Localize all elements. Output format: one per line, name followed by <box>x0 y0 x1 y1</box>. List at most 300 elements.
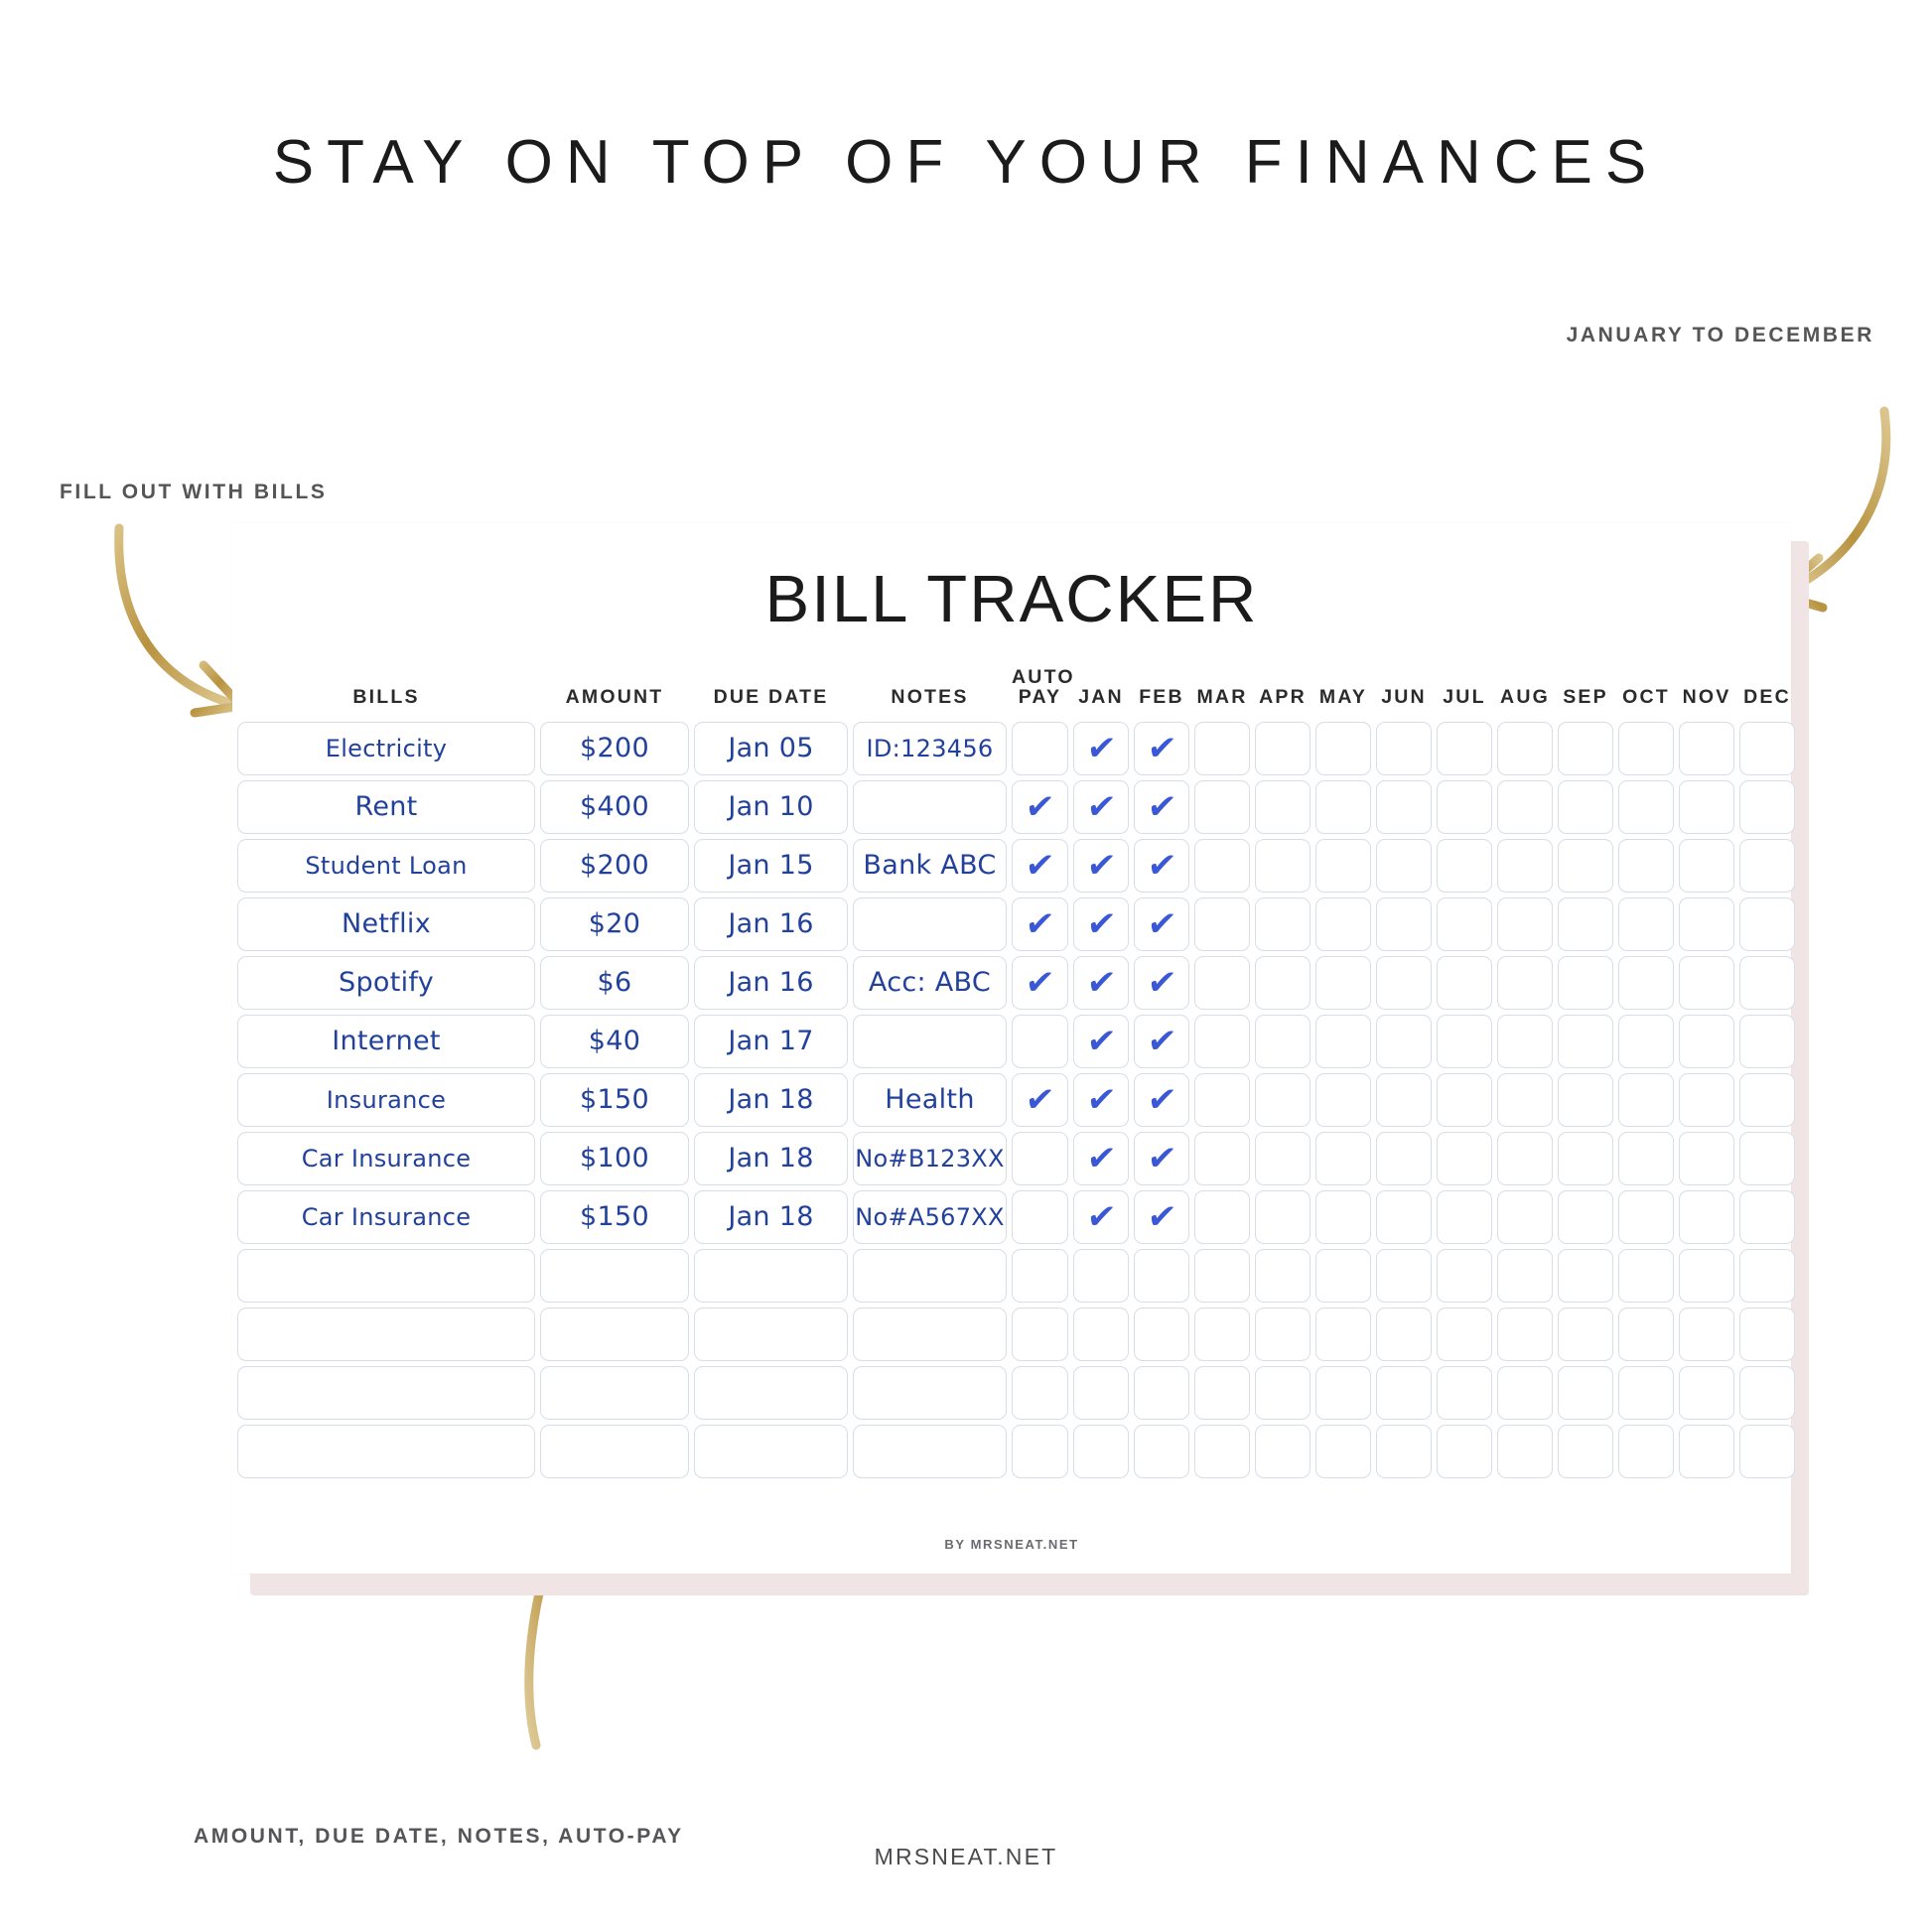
annotation-january-to-december: JANUARY TO DECEMBER <box>1566 324 1874 346</box>
cell-month-sep[interactable] <box>1558 780 1613 834</box>
col-header-month-nov: NOV <box>1682 686 1731 709</box>
cell-due-date[interactable] <box>694 1015 848 1068</box>
cell-month-jul[interactable] <box>1437 1073 1492 1127</box>
cell-month-jun[interactable] <box>1376 1425 1432 1478</box>
cell-month-sep[interactable] <box>1558 1190 1613 1244</box>
col-header-amount: AMOUNT <box>565 686 664 709</box>
cell-due-date[interactable] <box>694 839 848 893</box>
cell-due-date[interactable] <box>694 1308 848 1361</box>
cell-month-may[interactable] <box>1315 1308 1371 1361</box>
col-header-month-jan: JAN <box>1078 686 1124 709</box>
cell-bill[interactable] <box>237 1308 535 1361</box>
cell-month-jul[interactable] <box>1437 1249 1492 1303</box>
cell-bill-value: Rent <box>354 791 418 823</box>
cell-notes[interactable] <box>853 1073 1007 1127</box>
col-header-month-jun: JUN <box>1381 686 1427 709</box>
cell-amount[interactable] <box>540 839 689 893</box>
auto-pay-line1: AUTO <box>1012 666 1075 688</box>
cell-amount-value: $40 <box>588 1026 641 1057</box>
cell-notes[interactable] <box>853 1015 1007 1068</box>
cell-month-jul[interactable] <box>1437 1190 1492 1244</box>
sheet-title: BILL TRACKER <box>764 562 1259 636</box>
cell-amount[interactable] <box>540 722 689 775</box>
cell-month-feb[interactable] <box>1134 1249 1189 1303</box>
cell-month-oct[interactable] <box>1618 1249 1674 1303</box>
cell-amount[interactable] <box>540 1425 689 1478</box>
cell-month-may[interactable] <box>1315 839 1371 893</box>
table-row <box>237 956 1795 1010</box>
annotation-fill-out-with-bills: FILL OUT WITH BILLS <box>60 481 328 503</box>
cell-month-aug[interactable] <box>1497 1190 1553 1244</box>
check-icon: ✔ <box>1145 903 1178 944</box>
cell-month-jan[interactable] <box>1073 722 1129 775</box>
col-header-month-jul: JUL <box>1443 686 1486 709</box>
cell-month-sep[interactable] <box>1558 1308 1613 1361</box>
cell-month-apr[interactable] <box>1255 1425 1311 1478</box>
cell-month-apr[interactable] <box>1255 897 1311 951</box>
cell-month-oct[interactable] <box>1618 897 1674 951</box>
cell-month-jul[interactable] <box>1437 1015 1492 1068</box>
cell-amount-value: $20 <box>588 908 641 940</box>
auto-pay-line2: PAY <box>1018 686 1062 709</box>
cell-month-oct[interactable] <box>1618 1132 1674 1185</box>
cell-notes[interactable] <box>853 1249 1007 1303</box>
table-header <box>237 667 1795 717</box>
cell-due-date-value: Jan 18 <box>728 1201 814 1233</box>
cell-month-dec[interactable] <box>1739 1308 1795 1361</box>
cell-month-oct[interactable] <box>1618 1073 1674 1127</box>
cell-month-jun[interactable] <box>1376 1190 1432 1244</box>
col-header-auto-pay <box>1012 666 1075 717</box>
cell-month-oct[interactable] <box>1618 1015 1674 1068</box>
cell-bill-value: Student Loan <box>305 851 468 880</box>
cell-month-may[interactable] <box>1315 722 1371 775</box>
cell-due-date-value: Jan 18 <box>728 1143 814 1174</box>
cell-month-apr[interactable] <box>1255 1190 1311 1244</box>
cell-month-aug[interactable] <box>1497 1073 1553 1127</box>
cell-month-jan[interactable] <box>1073 1015 1129 1068</box>
cell-month-feb[interactable] <box>1134 1366 1189 1420</box>
cell-month-oct[interactable] <box>1618 780 1674 834</box>
cell-month-apr[interactable] <box>1255 1073 1311 1127</box>
cell-month-jan[interactable] <box>1073 1249 1129 1303</box>
cell-month-nov[interactable] <box>1679 1425 1734 1478</box>
cell-bill[interactable] <box>237 956 535 1010</box>
cell-amount[interactable] <box>540 1190 689 1244</box>
cell-month-nov[interactable] <box>1679 722 1734 775</box>
cell-bill-value: Spotify <box>339 967 434 999</box>
cell-bill[interactable] <box>237 1132 535 1185</box>
cell-bill-value: Internet <box>332 1026 441 1057</box>
cell-due-date[interactable] <box>694 1132 848 1185</box>
cell-notes[interactable] <box>853 1425 1007 1478</box>
cell-bill-value: Electricity <box>325 734 448 762</box>
cell-due-date-value: Jan 05 <box>728 733 814 764</box>
cell-due-date[interactable] <box>694 1073 848 1127</box>
cell-month-jun[interactable] <box>1376 1015 1432 1068</box>
cell-amount[interactable] <box>540 956 689 1010</box>
cell-month-aug[interactable] <box>1497 1015 1553 1068</box>
cell-month-apr[interactable] <box>1255 1366 1311 1420</box>
cell-month-nov[interactable] <box>1679 1308 1734 1361</box>
cell-month-oct[interactable] <box>1618 956 1674 1010</box>
cell-month-may[interactable] <box>1315 897 1371 951</box>
cell-month-mar[interactable] <box>1194 839 1250 893</box>
bill-tracker-table-wrap <box>232 662 1791 1483</box>
annotation-amount-due-date-notes-autopay: AMOUNT, DUE DATE, NOTES, AUTO-PAY <box>194 1825 684 1848</box>
check-icon: ✔ <box>1084 845 1118 886</box>
cell-month-apr[interactable] <box>1255 1308 1311 1361</box>
cell-month-nov[interactable] <box>1679 1249 1734 1303</box>
check-icon: ✔ <box>1023 845 1057 886</box>
check-icon: ✔ <box>1023 786 1057 827</box>
table-row <box>237 1073 1795 1127</box>
cell-auto-pay[interactable] <box>1012 839 1068 893</box>
cell-amount[interactable] <box>540 1015 689 1068</box>
cell-month-nov[interactable] <box>1679 1366 1734 1420</box>
cell-month-nov[interactable] <box>1679 1132 1734 1185</box>
cell-month-jan[interactable] <box>1073 780 1129 834</box>
cell-month-jan[interactable] <box>1073 956 1129 1010</box>
cell-month-apr[interactable] <box>1255 1249 1311 1303</box>
col-header-month-mar: MAR <box>1196 686 1248 709</box>
cell-month-jan[interactable] <box>1073 1308 1129 1361</box>
cell-auto-pay[interactable] <box>1012 1366 1068 1420</box>
check-icon: ✔ <box>1023 903 1057 944</box>
cell-month-mar[interactable] <box>1194 1073 1250 1127</box>
cell-month-dec[interactable] <box>1739 956 1795 1010</box>
cell-month-may[interactable] <box>1315 780 1371 834</box>
cell-month-mar[interactable] <box>1194 722 1250 775</box>
cell-month-sep[interactable] <box>1558 897 1613 951</box>
col-header-month-aug: AUG <box>1500 686 1550 709</box>
cell-month-jul[interactable] <box>1437 839 1492 893</box>
cell-month-dec[interactable] <box>1739 780 1795 834</box>
cell-month-dec[interactable] <box>1739 1366 1795 1420</box>
cell-month-jan[interactable] <box>1073 1425 1129 1478</box>
table-row <box>237 1249 1795 1303</box>
cell-amount[interactable] <box>540 897 689 951</box>
cell-amount-value: $100 <box>580 1143 649 1174</box>
cell-month-mar[interactable] <box>1194 1190 1250 1244</box>
cell-amount[interactable] <box>540 1132 689 1185</box>
cell-month-aug[interactable] <box>1497 722 1553 775</box>
cell-month-jun[interactable] <box>1376 897 1432 951</box>
cell-amount[interactable] <box>540 1249 689 1303</box>
cell-month-jun[interactable] <box>1376 1366 1432 1420</box>
cell-notes[interactable] <box>853 780 1007 834</box>
check-icon: ✔ <box>1145 1196 1178 1237</box>
cell-auto-pay[interactable] <box>1012 1308 1068 1361</box>
check-icon: ✔ <box>1084 1021 1118 1061</box>
cell-bill[interactable] <box>237 1190 535 1244</box>
cell-notes[interactable] <box>853 722 1007 775</box>
cell-month-oct[interactable] <box>1618 1366 1674 1420</box>
cell-bill-value: Car Insurance <box>301 1144 472 1173</box>
cell-month-nov[interactable] <box>1679 1190 1734 1244</box>
cell-month-jun[interactable] <box>1376 1249 1432 1303</box>
cell-month-sep[interactable] <box>1558 722 1613 775</box>
cell-auto-pay[interactable] <box>1012 1015 1068 1068</box>
cell-month-may[interactable] <box>1315 1425 1371 1478</box>
cell-amount[interactable] <box>540 1366 689 1420</box>
cell-month-sep[interactable] <box>1558 1015 1613 1068</box>
cell-month-aug[interactable] <box>1497 1132 1553 1185</box>
cell-bill[interactable] <box>237 780 535 834</box>
cell-due-date-value: Jan 18 <box>728 1084 814 1116</box>
cell-due-date[interactable] <box>694 1249 848 1303</box>
col-header-month-dec: DEC <box>1743 686 1791 709</box>
cell-bill-value: Netflix <box>342 908 431 940</box>
cell-month-may[interactable] <box>1315 1132 1371 1185</box>
cell-month-mar[interactable] <box>1194 1249 1250 1303</box>
cell-month-feb[interactable] <box>1134 956 1189 1010</box>
cell-month-jun[interactable] <box>1376 956 1432 1010</box>
cell-month-jul[interactable] <box>1437 1132 1492 1185</box>
table-row <box>237 839 1795 893</box>
cell-month-aug[interactable] <box>1497 1366 1553 1420</box>
cell-month-mar[interactable] <box>1194 1425 1250 1478</box>
page-title: STAY ON TOP OF YOUR FINANCES <box>272 128 1660 197</box>
cell-month-apr[interactable] <box>1255 1015 1311 1068</box>
cell-auto-pay[interactable] <box>1012 956 1068 1010</box>
cell-month-dec[interactable] <box>1739 1132 1795 1185</box>
cell-due-date-value: Jan 10 <box>728 791 814 823</box>
cell-auto-pay[interactable] <box>1012 1073 1068 1127</box>
cell-month-feb[interactable] <box>1134 1425 1189 1478</box>
cell-month-mar[interactable] <box>1194 956 1250 1010</box>
cell-month-sep[interactable] <box>1558 956 1613 1010</box>
cell-month-apr[interactable] <box>1255 956 1311 1010</box>
cell-month-feb[interactable] <box>1134 1015 1189 1068</box>
cell-notes-value: Acc: ABC <box>868 967 992 999</box>
cell-month-apr[interactable] <box>1255 780 1311 834</box>
page-footer: MRSNEAT.NET <box>874 1844 1058 1869</box>
cell-month-apr[interactable] <box>1255 1132 1311 1185</box>
cell-month-oct[interactable] <box>1618 839 1674 893</box>
cell-bill[interactable] <box>237 1073 535 1127</box>
sheet-byline: BY MRSNEAT.NET <box>944 1537 1079 1552</box>
cell-month-aug[interactable] <box>1497 956 1553 1010</box>
cell-month-sep[interactable] <box>1558 1366 1613 1420</box>
cell-due-date[interactable] <box>694 1190 848 1244</box>
cell-due-date[interactable] <box>694 956 848 1010</box>
cell-month-nov[interactable] <box>1679 897 1734 951</box>
cell-month-sep[interactable] <box>1558 839 1613 893</box>
cell-auto-pay[interactable] <box>1012 780 1068 834</box>
table-row <box>237 897 1795 951</box>
col-header-month-sep: SEP <box>1563 686 1608 709</box>
cell-month-dec[interactable] <box>1739 839 1795 893</box>
cell-notes[interactable] <box>853 956 1007 1010</box>
cell-auto-pay[interactable] <box>1012 1132 1068 1185</box>
cell-month-apr[interactable] <box>1255 839 1311 893</box>
cell-month-jun[interactable] <box>1376 1073 1432 1127</box>
cell-month-may[interactable] <box>1315 1073 1371 1127</box>
cell-month-dec[interactable] <box>1739 1249 1795 1303</box>
check-icon: ✔ <box>1084 786 1118 827</box>
cell-month-dec[interactable] <box>1739 1015 1795 1068</box>
cell-due-date[interactable] <box>694 780 848 834</box>
cell-month-jun[interactable] <box>1376 780 1432 834</box>
cell-amount-value: $150 <box>580 1084 649 1116</box>
cell-month-jan[interactable] <box>1073 1132 1129 1185</box>
cell-month-mar[interactable] <box>1194 780 1250 834</box>
cell-notes-value: No#A567XX <box>855 1202 1005 1231</box>
check-icon: ✔ <box>1084 962 1118 1003</box>
cell-month-may[interactable] <box>1315 1190 1371 1244</box>
cell-amount-value: $200 <box>580 733 649 764</box>
cell-month-nov[interactable] <box>1679 1015 1734 1068</box>
check-icon: ✔ <box>1145 786 1178 827</box>
bill-tracker-table <box>232 662 1800 1483</box>
cell-month-aug[interactable] <box>1497 1249 1553 1303</box>
cell-notes[interactable] <box>853 839 1007 893</box>
cell-month-jul[interactable] <box>1437 722 1492 775</box>
cell-month-jun[interactable] <box>1376 839 1432 893</box>
cell-month-may[interactable] <box>1315 1015 1371 1068</box>
cell-bill[interactable] <box>237 722 535 775</box>
cell-auto-pay[interactable] <box>1012 1190 1068 1244</box>
cell-month-jun[interactable] <box>1376 722 1432 775</box>
cell-month-aug[interactable] <box>1497 839 1553 893</box>
cell-month-sep[interactable] <box>1558 1132 1613 1185</box>
cell-month-feb[interactable] <box>1134 839 1189 893</box>
table-body <box>237 722 1795 1478</box>
cell-month-aug[interactable] <box>1497 897 1553 951</box>
table-row <box>237 780 1795 834</box>
cell-month-oct[interactable] <box>1618 722 1674 775</box>
check-icon: ✔ <box>1023 1079 1057 1120</box>
cell-month-jul[interactable] <box>1437 1308 1492 1361</box>
cell-month-dec[interactable] <box>1739 722 1795 775</box>
cell-month-aug[interactable] <box>1497 780 1553 834</box>
cell-month-dec[interactable] <box>1739 1073 1795 1127</box>
cell-due-date[interactable] <box>694 897 848 951</box>
table-row <box>237 1366 1795 1420</box>
cell-month-may[interactable] <box>1315 956 1371 1010</box>
cell-month-nov[interactable] <box>1679 780 1734 834</box>
cell-month-feb[interactable] <box>1134 780 1189 834</box>
cell-bill[interactable] <box>237 1249 535 1303</box>
cell-bill-value: Car Insurance <box>301 1202 472 1231</box>
cell-month-nov[interactable] <box>1679 956 1734 1010</box>
cell-amount[interactable] <box>540 1073 689 1127</box>
cell-month-feb[interactable] <box>1134 897 1189 951</box>
cell-month-oct[interactable] <box>1618 1190 1674 1244</box>
cell-month-jan[interactable] <box>1073 897 1129 951</box>
cell-amount-value: $6 <box>597 967 632 999</box>
cell-month-oct[interactable] <box>1618 1308 1674 1361</box>
col-header-month-may: MAY <box>1318 686 1368 709</box>
cell-notes-value: Health <box>885 1084 975 1116</box>
cell-auto-pay[interactable] <box>1012 1249 1068 1303</box>
cell-bill[interactable] <box>237 839 535 893</box>
cell-bill[interactable] <box>237 1015 535 1068</box>
cell-notes[interactable] <box>853 1132 1007 1185</box>
cell-auto-pay[interactable] <box>1012 1425 1068 1478</box>
cell-notes-value: Bank ABC <box>863 850 997 882</box>
cell-bill[interactable] <box>237 1425 535 1478</box>
cell-month-nov[interactable] <box>1679 839 1734 893</box>
cell-month-apr[interactable] <box>1255 722 1311 775</box>
cell-month-nov[interactable] <box>1679 1073 1734 1127</box>
check-icon: ✔ <box>1084 728 1118 768</box>
bill-tracker-sheet <box>232 523 1791 1574</box>
cell-month-may[interactable] <box>1315 1249 1371 1303</box>
cell-month-mar[interactable] <box>1194 1015 1250 1068</box>
check-icon: ✔ <box>1084 1079 1118 1120</box>
cell-month-feb[interactable] <box>1134 1190 1189 1244</box>
cell-month-mar[interactable] <box>1194 1308 1250 1361</box>
cell-month-mar[interactable] <box>1194 1132 1250 1185</box>
cell-due-date-value: Jan 17 <box>728 1026 814 1057</box>
cell-month-mar[interactable] <box>1194 1366 1250 1420</box>
cell-notes[interactable] <box>853 897 1007 951</box>
cell-month-sep[interactable] <box>1558 1425 1613 1478</box>
cell-month-feb[interactable] <box>1134 1132 1189 1185</box>
cell-due-date[interactable] <box>694 1366 848 1420</box>
cell-month-may[interactable] <box>1315 1366 1371 1420</box>
cell-month-dec[interactable] <box>1739 897 1795 951</box>
cell-month-aug[interactable] <box>1497 1425 1553 1478</box>
cell-notes[interactable] <box>853 1366 1007 1420</box>
cell-due-date[interactable] <box>694 1425 848 1478</box>
cell-month-jan[interactable] <box>1073 839 1129 893</box>
col-header-month-oct: OCT <box>1622 686 1670 709</box>
cell-month-jan[interactable] <box>1073 1190 1129 1244</box>
cell-month-jul[interactable] <box>1437 780 1492 834</box>
cell-month-dec[interactable] <box>1739 1425 1795 1478</box>
cell-month-mar[interactable] <box>1194 897 1250 951</box>
cell-notes[interactable] <box>853 1308 1007 1361</box>
table-row <box>237 1190 1795 1244</box>
cell-month-aug[interactable] <box>1497 1308 1553 1361</box>
cell-amount[interactable] <box>540 1308 689 1361</box>
cell-month-jun[interactable] <box>1376 1308 1432 1361</box>
cell-month-jul[interactable] <box>1437 1425 1492 1478</box>
cell-month-jul[interactable] <box>1437 1366 1492 1420</box>
cell-month-jan[interactable] <box>1073 1366 1129 1420</box>
cell-month-feb[interactable] <box>1134 1073 1189 1127</box>
col-header-month-apr: APR <box>1259 686 1307 709</box>
cell-notes-value: ID:123456 <box>866 734 994 762</box>
cell-month-jul[interactable] <box>1437 897 1492 951</box>
cell-month-feb[interactable] <box>1134 722 1189 775</box>
cell-month-dec[interactable] <box>1739 1190 1795 1244</box>
check-icon: ✔ <box>1145 962 1178 1003</box>
cell-auto-pay[interactable] <box>1012 897 1068 951</box>
cell-month-feb[interactable] <box>1134 1308 1189 1361</box>
cell-auto-pay[interactable] <box>1012 722 1068 775</box>
cell-bill[interactable] <box>237 897 535 951</box>
table-row <box>237 1132 1795 1185</box>
cell-month-jun[interactable] <box>1376 1132 1432 1185</box>
cell-bill[interactable] <box>237 1366 535 1420</box>
cell-month-sep[interactable] <box>1558 1249 1613 1303</box>
cell-month-jan[interactable] <box>1073 1073 1129 1127</box>
check-icon: ✔ <box>1145 1021 1178 1061</box>
cell-due-date[interactable] <box>694 722 848 775</box>
cell-month-sep[interactable] <box>1558 1073 1613 1127</box>
cell-month-oct[interactable] <box>1618 1425 1674 1478</box>
check-icon: ✔ <box>1023 962 1057 1003</box>
cell-month-jul[interactable] <box>1437 956 1492 1010</box>
check-icon: ✔ <box>1084 903 1118 944</box>
cell-amount-value: $400 <box>580 791 649 823</box>
cell-notes[interactable] <box>853 1190 1007 1244</box>
cell-amount[interactable] <box>540 780 689 834</box>
